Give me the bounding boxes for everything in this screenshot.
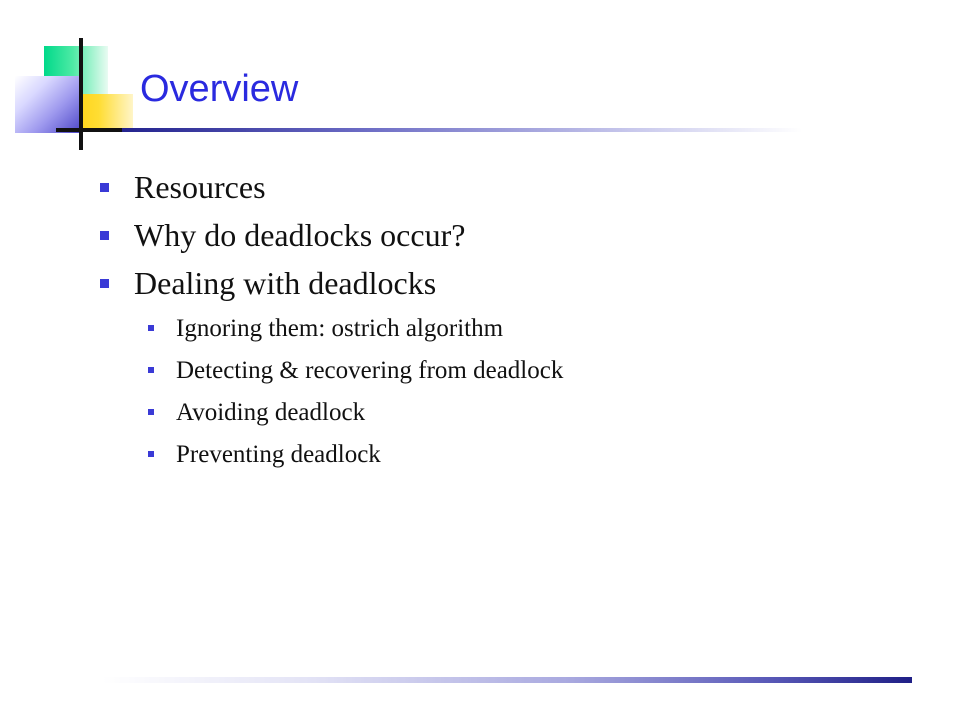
sub-bullet-text: Ignoring them: ostrich algorithm [176, 314, 504, 342]
sub-bullet-avoiding-deadlock [148, 391, 563, 433]
square-bullet-icon [100, 231, 109, 240]
bullet-text: Dealing with deadlocks [134, 265, 437, 301]
vertical-accent-line [79, 38, 83, 150]
sub-bullet-text: Detecting & recovering from deadlock [176, 356, 564, 384]
small-square-bullet-icon [148, 325, 154, 331]
bullet-why-deadlocks-occur [100, 211, 563, 259]
blue-square-shape [15, 76, 80, 133]
sub-bullet-text: Preventing deadlock [176, 440, 381, 468]
bullet-line [100, 163, 563, 211]
small-square-bullet-icon [148, 409, 154, 415]
bullet-text: Resources [134, 169, 266, 205]
sub-bullet-list [100, 307, 563, 475]
small-square-bullet-icon [148, 367, 154, 373]
sub-bullet-ignoring-deadlocks [148, 307, 563, 349]
slide-title: Overview [140, 68, 299, 110]
horizontal-accent-line [56, 128, 132, 132]
sub-bullet-preventing-deadlock [148, 433, 563, 475]
bullet-dealing-with-deadlocks [100, 259, 563, 475]
bullet-resources [100, 163, 563, 211]
square-bullet-icon [100, 183, 109, 192]
sub-bullet-detecting-recovering [148, 349, 563, 391]
bullet-text: Why do deadlocks occur? [134, 217, 466, 253]
bullet-line [100, 211, 563, 259]
title-divider [122, 128, 802, 132]
square-bullet-icon [100, 279, 109, 288]
small-square-bullet-icon [148, 451, 154, 457]
bullet-line [100, 259, 563, 307]
sub-bullet-text: Avoiding deadlock [176, 398, 366, 426]
bottom-divider [102, 677, 912, 683]
main-bullet-list [100, 163, 563, 475]
decorative-logo [0, 0, 130, 160]
